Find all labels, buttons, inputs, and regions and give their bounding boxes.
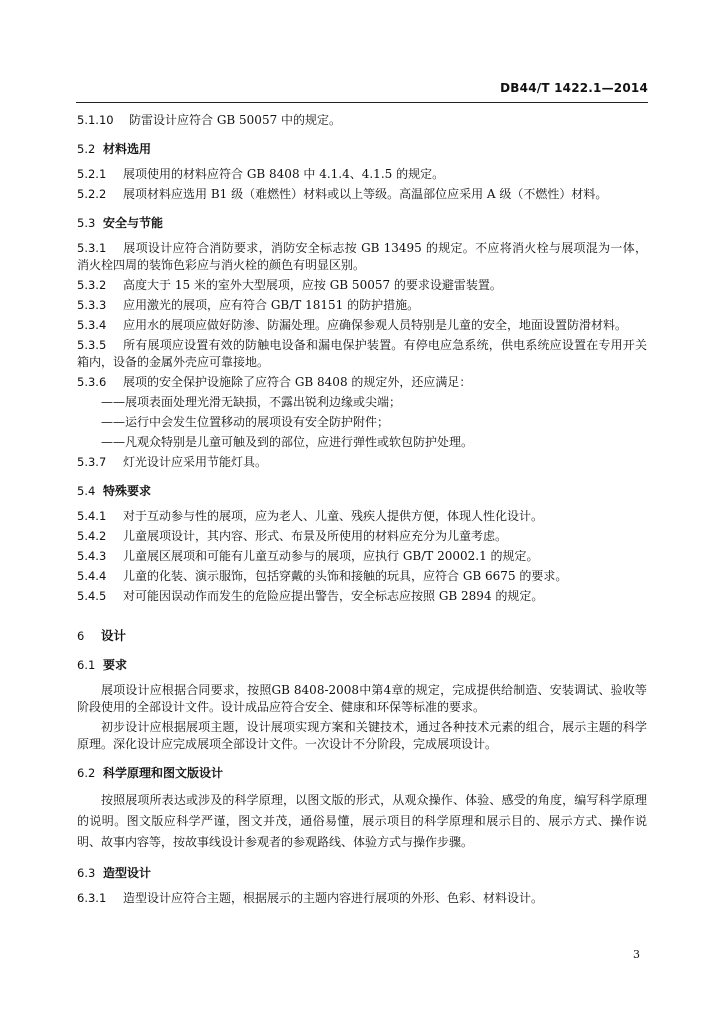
document-id-header: DB44/T 1422.1—2014: [500, 81, 648, 95]
clause-text: 对于互动参与性的展项，应为老人、儿童、残疾人提供方便，体现人性化设计。: [123, 509, 544, 523]
clause-5-3-3: [77, 297, 647, 314]
clause-5-2-2: [77, 186, 647, 203]
section-title: 安全与节能: [103, 216, 164, 230]
clause-number: 5.3.3: [77, 298, 107, 312]
section-heading-5-2: [77, 141, 647, 158]
clause-number: 5.4.3: [77, 549, 107, 563]
clause-text: 防雷设计应符合 GB 50057 中的规定。: [129, 113, 342, 127]
section-title: 材料选用: [103, 142, 152, 156]
clause-text: 展项材料应选用 B1 级（难燃性）材料或以上等级。高温部位应采用 A 级（不燃性）材料。: [123, 187, 608, 201]
clause-text: 对可能因误动作而发生的危险应提出警告，安全标志应按照 GB 2894 的规定。: [123, 589, 544, 603]
chapter-title: 设计: [101, 628, 127, 643]
page-body: [77, 112, 647, 907]
section-heading-6-1: [77, 657, 647, 674]
dash-list-item: ——凡观众特别是儿童可触及到的部位，应进行弹性或软包防护处理。: [101, 435, 474, 449]
clause-5-3-7: [77, 454, 647, 471]
section-number: 5.4: [77, 484, 96, 498]
clause-5-3-2: [77, 277, 647, 294]
clause-text: 灯光设计应采用节能灯具。: [123, 455, 268, 469]
section-title: 要求: [103, 658, 128, 672]
clause-text: 展项的安全保护设施除了应符合 GB 8408 的规定外，还应满足：: [123, 375, 472, 389]
dash-list-item: ——展项表面处理光滑无缺损，不露出锐利边缘或尖端；: [101, 395, 402, 409]
clause-number: 5.3.1: [77, 241, 107, 255]
clause-number: 5.3.4: [77, 318, 107, 332]
clause-number: 5.2.2: [77, 187, 107, 201]
clause-5-3-1: [77, 240, 647, 274]
clause-text: 应用激光的展项，应有符合 GB/T 18151 的防护措施。: [123, 298, 420, 312]
section-heading-6-3: [77, 865, 647, 882]
section-number: 6.2: [77, 766, 96, 780]
clause-5-3-4: [77, 317, 647, 334]
section-title: 造型设计: [103, 866, 152, 880]
clause-text: 儿童的化装、演示服饰，包括穿戴的头饰和接触的玩具，应符合 GB 6675 的要求。: [123, 569, 568, 583]
clause-text: 造型设计应符合主题，根据展示的主题内容进行展项的外形、色彩、材料设计。: [123, 891, 544, 905]
clause-number: 5.4.2: [77, 529, 107, 543]
clause-5-4-5: [77, 588, 647, 605]
clause-5-4-4: [77, 568, 647, 585]
clause-number: 5.4.1: [77, 509, 107, 523]
clause-text: 高度大于 15 米的室外大型展项，应按 GB 50057 的要求设避雷装置。: [123, 278, 502, 292]
section-heading-5-4: [77, 483, 647, 500]
clause-5-3-5: [77, 337, 647, 371]
section-title: 特殊要求: [103, 484, 152, 498]
dash-list-item: ——运行中会发生位置移动的展项设有安全防护附件；: [101, 415, 390, 429]
clause-number: 5.1.10: [77, 113, 114, 127]
clause-number: 5.4.5: [77, 589, 107, 603]
body-paragraph: 按照展项所表达或涉及的科学原理，以图文版的形式，从观众操作、体验、感受的角度，编写科学原理的说明。图文版应科学严谨，图文并茂，通俗易懂，展示项目的科学原理和展示目的、展示方式、操作说明、故事内容等，按故事线设计参观者的参观路线、体验方式与操作步骤。: [77, 793, 647, 849]
clause-5-3-6: [77, 374, 647, 391]
header-rule: [76, 102, 648, 103]
clause-5-2-1: [77, 166, 647, 183]
clause-text: 展项设计应符合消防要求，消防安全标志按 GB 13495 的规定。不应将消火栓与展项混为一体，消火栓四周的装饰色彩应与消火栓的颜色有明显区别。: [77, 241, 647, 272]
body-paragraph: 展项设计应根据合同要求，按照GB 8408-2008中第4章的规定，完成提供给制造、安装调试、验收等阶段使用的全部设计文件。设计成品应符合安全、健康和环保等标准的要求。: [77, 683, 647, 714]
clause-number: 6.3.1: [77, 891, 107, 905]
chapter-heading-6: [77, 627, 647, 645]
clause-text: 展项使用的材料应符合 GB 8408 中 4.1.4、4.1.5 的规定。: [123, 167, 445, 181]
page-number: 3: [633, 948, 640, 961]
clause-text: 儿童展区展项和可能有儿童互动参与的展项，应执行 GB/T 20002.1 的规定。: [123, 549, 539, 563]
clause-text: 儿童展项设计，其内容、形式、布景及所使用的材料应充分为儿童考虑。: [123, 529, 508, 543]
clause-number: 5.3.7: [77, 455, 107, 469]
clause-number: 5.4.4: [77, 569, 107, 583]
clause-number: 5.3.5: [77, 338, 107, 352]
section-number: 6.3: [77, 866, 96, 880]
clause-number: 5.2.1: [77, 167, 107, 181]
body-paragraph: 初步设计应根据展项主题，设计展项实现方案和关键技术，通过各种技术元素的组合，展示主题的科学原理。深化设计应完成展项全部设计文件。一次设计不分阶段，完成展项设计。: [77, 720, 647, 751]
clause-5-4-1: [77, 508, 647, 525]
clause-text: 应用水的展项应做好防渗、防漏处理。应确保参观人员特别是儿童的安全，地面设置防滑材料。: [123, 318, 628, 332]
clause-6-3-1: [77, 890, 647, 907]
section-number: 5.3: [77, 216, 96, 230]
section-number: 6.1: [77, 658, 96, 672]
section-title: 科学原理和图文版设计: [103, 766, 224, 780]
clause-number: 5.3.6: [77, 375, 107, 389]
clause-number: 5.3.2: [77, 278, 107, 292]
clause-5-1-10: [77, 112, 647, 129]
clause-text: 所有展项应设置有效的防触电设备和漏电保护装置。有停电应急系统，供电系统应设置在专用开关箱内，设备的金属外壳应可靠接地。: [77, 338, 647, 369]
clause-5-4-2: [77, 528, 647, 545]
section-number: 5.2: [77, 142, 96, 156]
section-heading-5-3: [77, 215, 647, 232]
chapter-number: 6: [77, 629, 85, 643]
section-heading-6-2: [77, 765, 647, 782]
clause-5-4-3: [77, 548, 647, 565]
